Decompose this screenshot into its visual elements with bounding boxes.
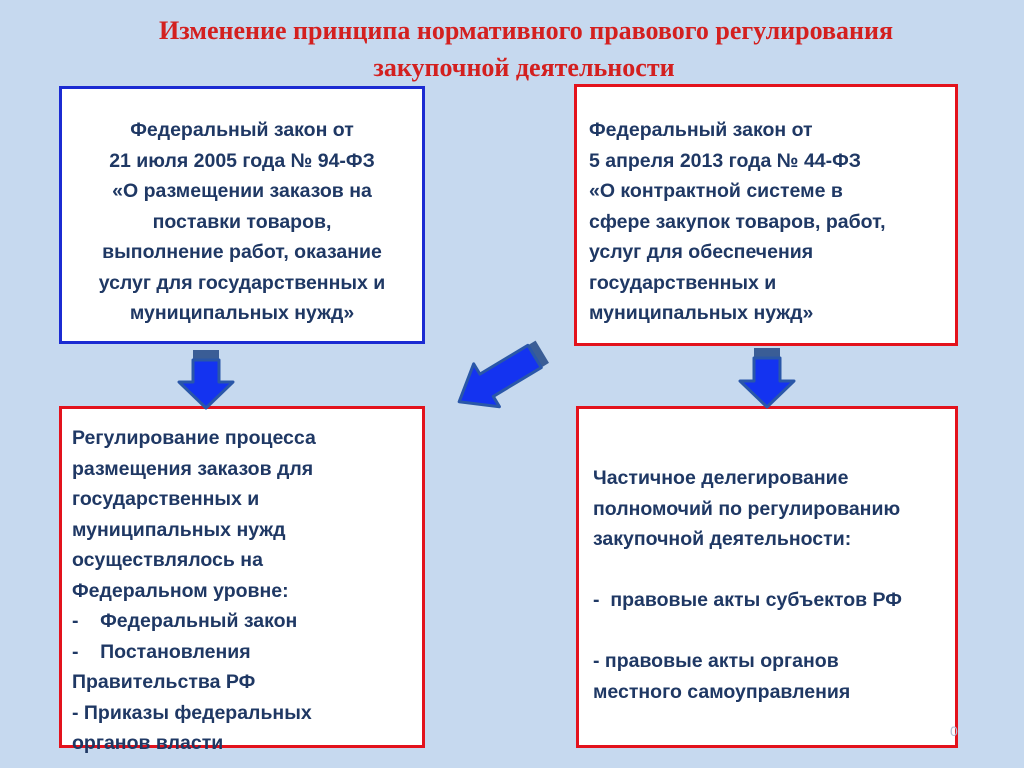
law-44-line: Федеральный закон от — [589, 119, 813, 141]
law-44-fz-box — [574, 84, 958, 346]
delegation-intro-line: закупочной деятельности: — [593, 528, 852, 550]
delegation-intro-line: Частичное делегирование — [593, 467, 849, 489]
down-arrow-left-icon — [176, 348, 238, 410]
delegation-intro-line: полномочий по регулированию — [593, 497, 901, 520]
law-94-line: Федеральный закон от — [130, 119, 354, 141]
law-94-line: «О размещении заказов на — [112, 180, 372, 202]
law-44-line: «О контрактной системе в — [589, 180, 843, 202]
down-arrow-right-icon — [737, 346, 799, 410]
federal-regulation-line: размещения заказов для — [72, 457, 314, 480]
federal-regulation-line: - Приказы федеральных — [72, 701, 312, 724]
law-94-fz-box — [59, 86, 425, 344]
law-44-line: 5 апреля 2013 года № 44-ФЗ — [589, 149, 861, 172]
title-line-1: Изменение принципа нормативного правового регулирования — [158, 16, 894, 45]
delegation-item-local-acts: - правовые акты органов — [593, 650, 839, 672]
delegation-box — [576, 406, 958, 748]
title-line-2: закупочной деятельности — [373, 53, 675, 82]
federal-regulation-line: Правительства РФ — [72, 671, 256, 693]
federal-regulation-line: - Постановления — [72, 640, 251, 663]
spacer — [593, 555, 955, 586]
law-94-line: поставки товаров, — [152, 210, 332, 233]
federal-regulation-line: государственных и — [72, 488, 260, 510]
federal-regulation-line: Регулирование процесса — [72, 427, 316, 449]
law-94-line: муниципальных нужд» — [129, 302, 355, 324]
law-94-line: выполнение работ, оказание — [102, 241, 382, 263]
law-94-line: 21 июля 2005 года № 94-ФЗ — [109, 149, 375, 172]
law-94-line: услуг для государственных и — [98, 271, 386, 294]
federal-regulation-line: - Федеральный закон — [72, 610, 298, 632]
diagonal-arrow-icon — [442, 336, 562, 416]
law-44-line: сфере закупок товаров, работ, — [589, 210, 886, 233]
federal-regulation-box — [59, 406, 425, 754]
federal-regulation-line: органов власти — [72, 732, 224, 754]
page-number: 0 — [950, 723, 958, 739]
federal-regulation-line: осуществлялось на — [72, 549, 263, 571]
federal-regulation-line: муниципальных нужд — [72, 518, 286, 541]
delegation-item-local-acts: местного самоуправления — [593, 680, 851, 703]
spacer — [593, 616, 955, 647]
law-44-line: государственных и — [589, 271, 777, 294]
slide-title — [0, 12, 1024, 86]
delegation-item-regional-acts: - правовые акты субъектов РФ — [593, 589, 902, 611]
federal-regulation-line: Федеральном уровне: — [72, 579, 289, 602]
law-44-line: муниципальных нужд» — [589, 302, 814, 324]
law-44-line: услуг для обеспечения — [589, 241, 814, 263]
